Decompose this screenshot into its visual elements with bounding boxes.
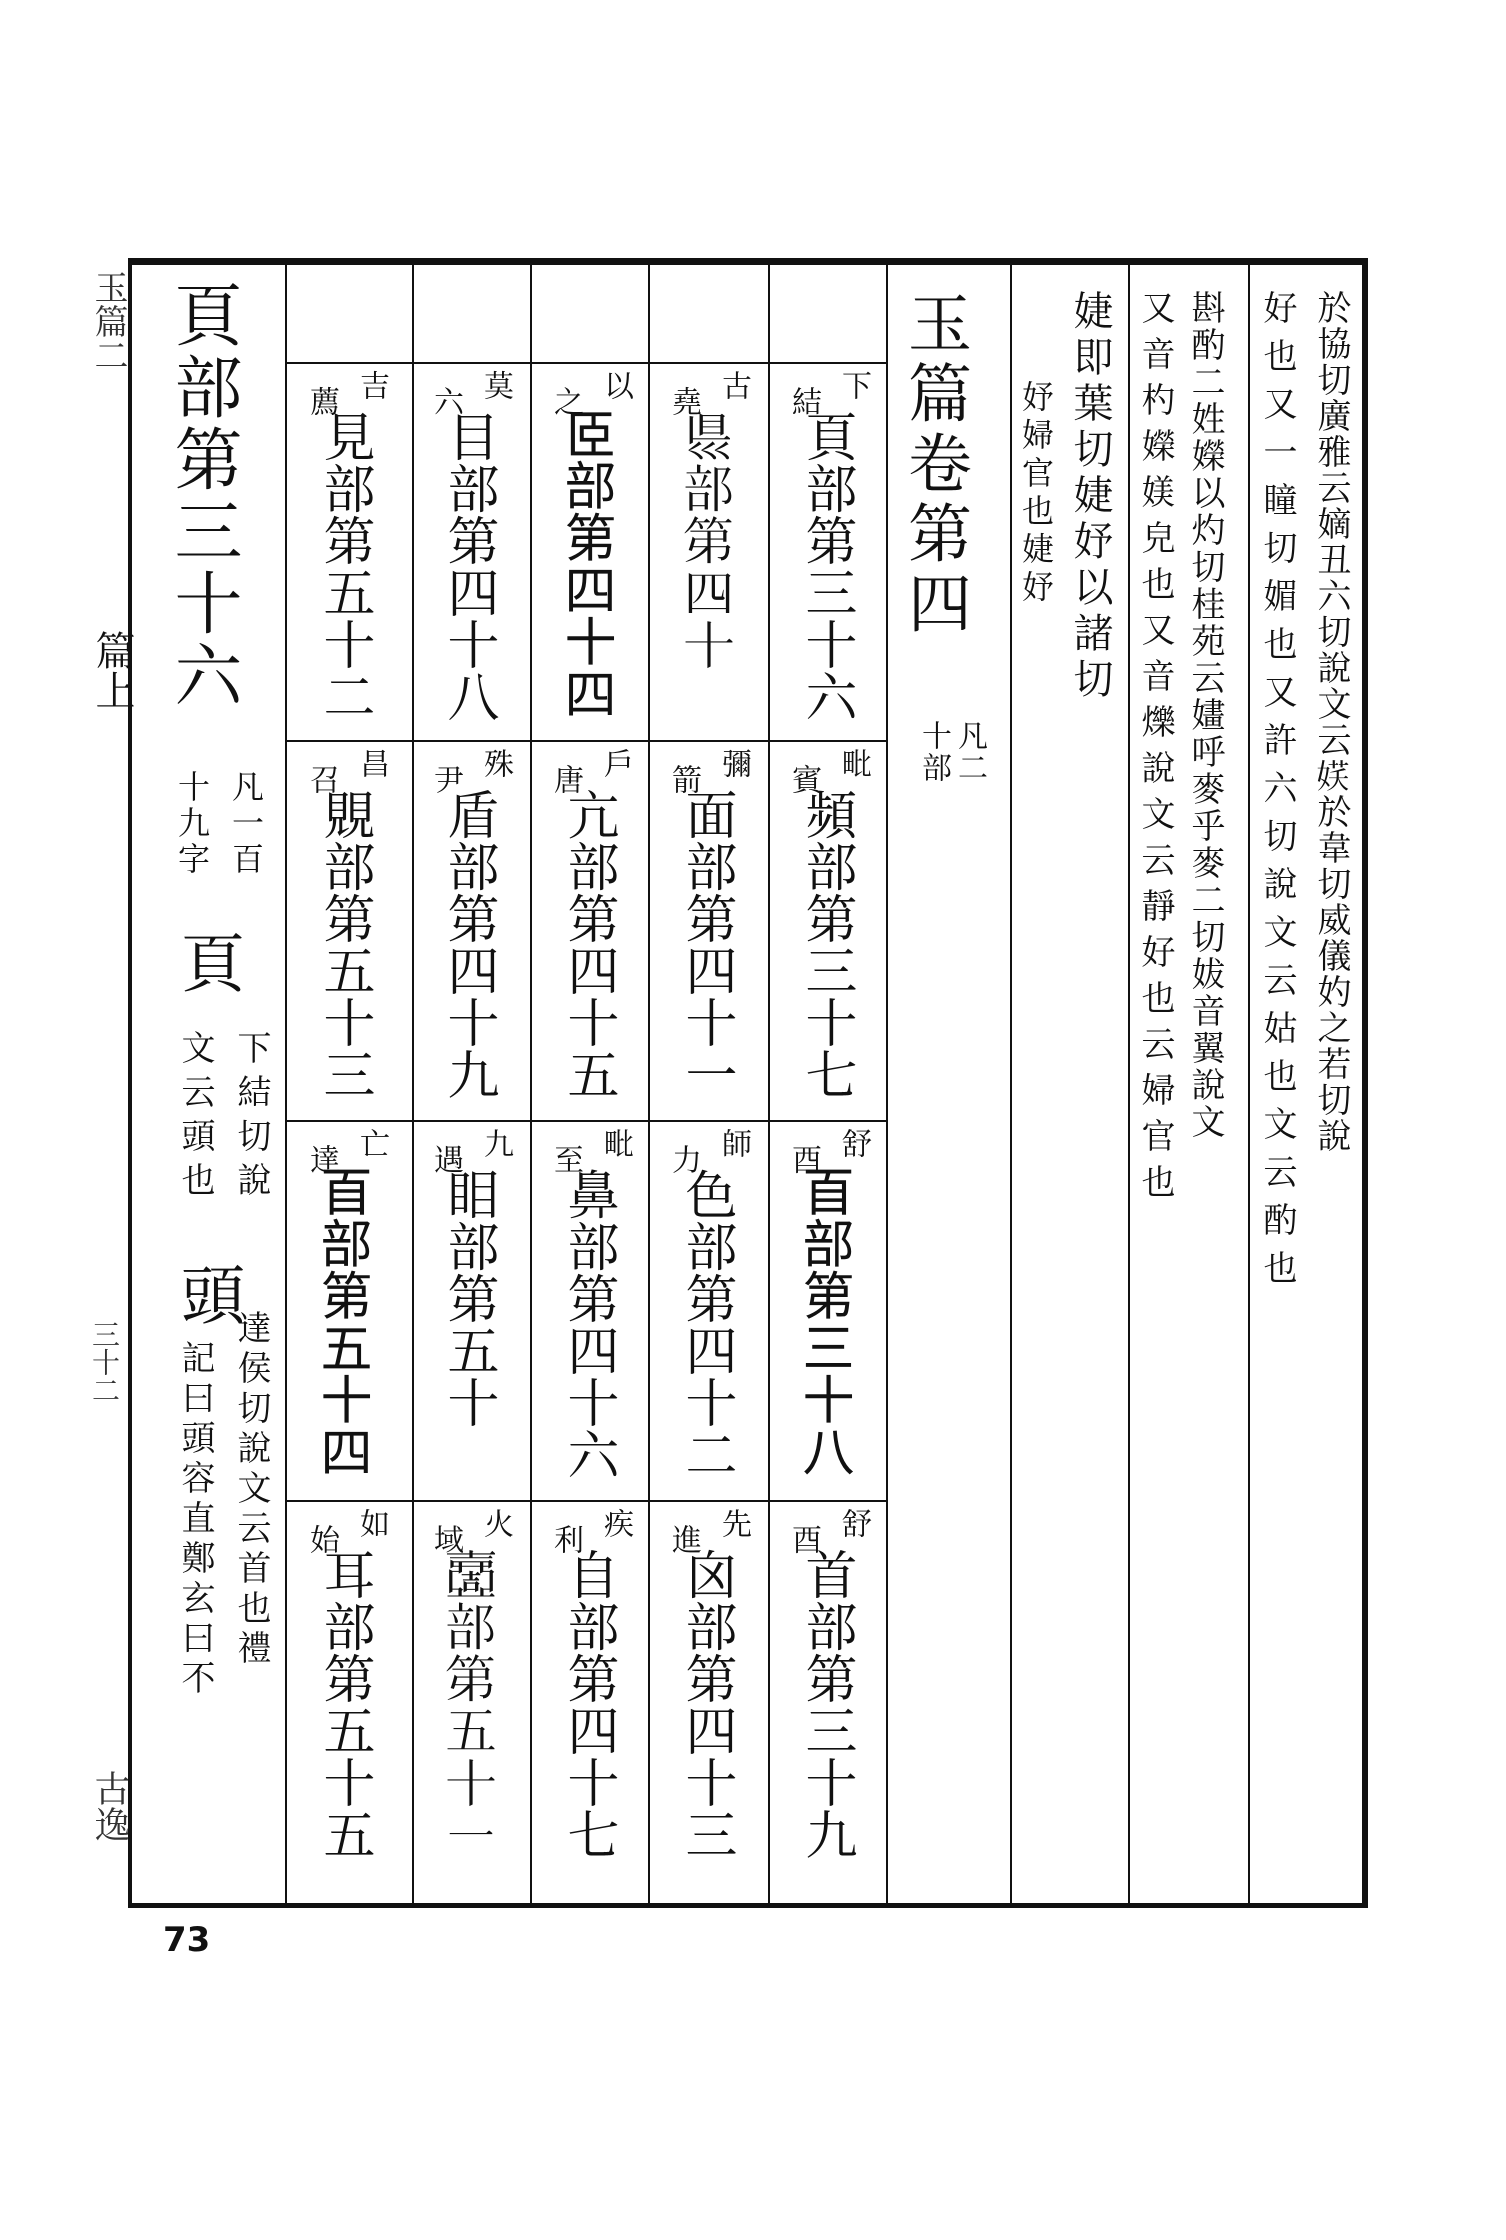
index-cell-note: 吉 <box>354 370 389 402</box>
index-cell-title: 色部第四十二 <box>676 1168 736 1480</box>
margin-bottom-label: 古逸 <box>89 1770 130 1842</box>
column-divider <box>285 262 287 1904</box>
grid-row-line <box>287 362 888 364</box>
index-cell-note: 力 <box>666 1144 701 1176</box>
index-cell-note: 結 <box>786 386 821 418</box>
index-cell-note: 遇 <box>428 1144 463 1176</box>
entry-head-char: 頭 <box>170 1262 244 1334</box>
index-cell-note: 六 <box>428 386 463 418</box>
column-divider <box>530 262 532 1904</box>
index-cell-note: 唐 <box>548 764 583 796</box>
index-cell-title: 頁部第三十六 <box>796 410 856 722</box>
volume-title-note: 十部 <box>916 720 951 784</box>
text-column: 婕即葉切婕妤以諸切 <box>1067 290 1113 704</box>
index-cell-note: 如 <box>354 1508 389 1540</box>
index-cell-note: 至 <box>548 1144 583 1176</box>
column-divider <box>1128 262 1130 1904</box>
index-cell-note: 疾 <box>598 1508 633 1540</box>
index-cell-title: 自部第四十七 <box>558 1548 618 1860</box>
entry-text: 達侯切說文云首也禮 <box>231 1310 271 1670</box>
index-cell-note: 酉 <box>786 1524 821 1556</box>
index-cell-title: 𦣻部第三十八 <box>796 1168 856 1480</box>
column-divider <box>412 262 414 1904</box>
index-cell-title: 𡕍部第五十一 <box>438 1548 498 1860</box>
index-cell-note: 下 <box>836 370 871 402</box>
text-column: 好也又一瞳切媚也又許六切說文云姑也文云酌也 <box>1257 290 1297 1298</box>
index-cell-note: 尹 <box>428 764 463 796</box>
index-cell-title: 頻部第三十七 <box>796 788 856 1100</box>
text-column: 妤婦官也婕妤 <box>1017 380 1055 608</box>
index-cell-note: 殊 <box>478 748 513 780</box>
grid-row-line <box>287 1500 888 1502</box>
index-cell-title: 𥄉部第四十 <box>676 410 736 670</box>
index-cell-note: 毗 <box>598 1128 633 1160</box>
index-cell-note: 彌 <box>716 748 751 780</box>
page-number: 73 <box>163 1920 211 1960</box>
volume-title-note: 凡二 <box>952 720 987 784</box>
index-cell-note: 師 <box>716 1128 751 1160</box>
grid-row-line <box>287 740 888 742</box>
column-divider <box>886 262 888 1904</box>
index-cell-note: 始 <box>304 1524 339 1556</box>
index-cell-note: 堯 <box>666 386 701 418</box>
text-column: 斟酌二姓嬫以灼切桂苑云嫿呼麥乎麥二切妭音翼說文 <box>1185 290 1225 1141</box>
index-cell-title: 囟部第四十三 <box>676 1548 736 1860</box>
margin-middle-label: 篇上 <box>89 630 135 710</box>
margin-lower-label: 三十二 <box>88 1320 121 1404</box>
index-cell-title: 覞部第五十三 <box>314 788 374 1100</box>
grid-row-line <box>287 1120 888 1122</box>
index-cell-note: 毗 <box>836 748 871 780</box>
index-cell-title: 耳部第五十五 <box>314 1548 374 1860</box>
volume-title: 玉篇卷第四 <box>897 290 971 640</box>
index-cell-note: 賓 <box>786 764 821 796</box>
index-cell-title: 䀠部第五十 <box>438 1168 498 1428</box>
index-cell-note: 戶 <box>598 748 633 780</box>
entry-head-char: 頁 <box>170 930 244 1002</box>
column-divider <box>648 262 650 1904</box>
index-cell-note: 昌 <box>354 748 389 780</box>
index-cell-note: 莫 <box>478 370 513 402</box>
entry-text: 下結切說 <box>231 1030 271 1206</box>
section-heading: 頁部第三十六 <box>163 280 242 712</box>
section-heading-note: 凡一百 <box>227 770 265 878</box>
index-cell-note: 薦 <box>304 386 339 418</box>
margin-top-label: 玉篇二 <box>88 270 128 372</box>
index-cell-note: 先 <box>716 1508 751 1540</box>
index-cell-note: 亡 <box>354 1128 389 1160</box>
section-heading-note: 十九字 <box>173 770 211 878</box>
index-cell-note: 舒 <box>836 1508 871 1540</box>
index-cell-title: 目部第四十八 <box>438 410 498 722</box>
index-cell-note: 古 <box>716 370 751 402</box>
entry-text: 記曰頭容直鄭玄曰不 <box>175 1340 215 1700</box>
entry-text: 文云頭也 <box>175 1030 215 1206</box>
index-cell-title: 𦣻部第五十四 <box>314 1168 374 1480</box>
index-cell-note: 達 <box>304 1144 339 1176</box>
index-cell-note: 酉 <box>786 1144 821 1176</box>
index-cell-title: 見部第五十二 <box>314 410 374 722</box>
column-divider <box>768 262 770 1904</box>
text-column: 又音杓嬫媄皃也又音爍說文云靜好也云婦官也 <box>1135 290 1175 1210</box>
column-divider <box>1010 262 1012 1904</box>
column-divider <box>1248 262 1250 1904</box>
index-cell-note: 箭 <box>666 764 701 796</box>
index-cell-note: 召 <box>304 764 339 796</box>
index-cell-note: 之 <box>548 386 583 418</box>
index-cell-title: 盾部第四十九 <box>438 788 498 1100</box>
text-column: 於協切廣雅云嫡丑六切說文云𡝩於韋切威儀妁之若切說 <box>1311 290 1351 1154</box>
index-cell-title: 亢部第四十五 <box>558 788 618 1100</box>
index-cell-note: 進 <box>666 1524 701 1556</box>
index-cell-title: 首部第三十九 <box>796 1548 856 1860</box>
index-cell-note: 火 <box>478 1508 513 1540</box>
index-cell-note: 九 <box>478 1128 513 1160</box>
index-cell-title: 鼻部第四十六 <box>558 1168 618 1480</box>
index-cell-title: 面部第四十一 <box>676 788 736 1100</box>
index-cell-note: 以 <box>598 370 633 402</box>
index-cell-note: 利 <box>548 1524 583 1556</box>
index-cell-title: 𦣞部第四十四 <box>558 410 618 722</box>
index-cell-note: 域 <box>428 1524 463 1556</box>
index-cell-note: 舒 <box>836 1128 871 1160</box>
